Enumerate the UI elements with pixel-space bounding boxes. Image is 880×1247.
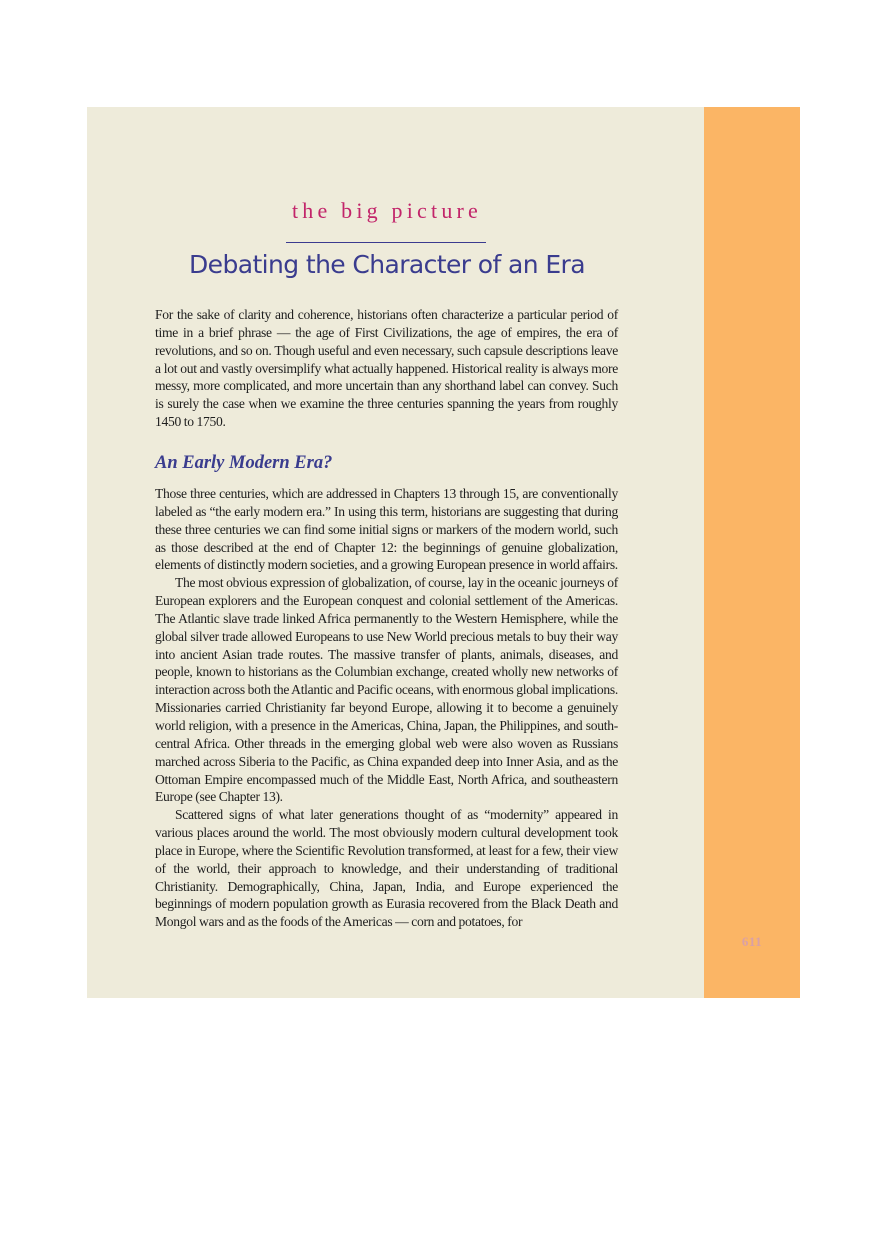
page-number: 611 bbox=[741, 934, 763, 949]
section-body bbox=[155, 485, 618, 931]
intro-paragraph: For the sake of clarity and coherence, historians often characterize a particular period of time in a brief phrase — the age of First Civilizations, the age of empires, the era of revolutions, and so on. Though useful and even necessary, such capsule descriptions leave a lot out and vastly oversimplify what actually happened. Historical reality is always more messy, more complicated, and more uncertain than any shorthand label can convey. Such is surely the case when we examine the three centuries spanning the years from roughly 1450 to 1750. bbox=[155, 307, 618, 430]
body-paragraph: Scattered signs of what later generations thought of as “modernity” appeared in various places around the world. The most obviously modern cultural development took place in Europe, where the Scientific Revolution transformed, at least for a few, their view of the world, their approach to knowledge, and their understanding of traditional Christianity. Demographically, China, Japan, India, and Europe experienced the beginnings of modern population growth as Eurasia recovered from the Black Death and Mongol wars and as the foods of the Americas — corn and potatoes, for bbox=[155, 807, 618, 930]
section-heading: An Early Modern Era? bbox=[155, 453, 333, 473]
section-kicker: the big picture bbox=[291, 198, 483, 223]
orange-side-bar bbox=[704, 107, 800, 998]
intro-text bbox=[155, 306, 618, 431]
page-title: Debating the Character of an Era bbox=[189, 250, 585, 279]
body-paragraph: Those three centuries, which are addressed in Chapters 13 through 15, are conventionally labeled as “the early modern era.” In using this term, historians are suggesting that during these three centuries we can find some initial signs or markers of the modern world, such as those described at the end of Chapter 12: the beginnings of genuine globalization, elements of distinctly modern societies, and a growing European presence in world affairs. bbox=[155, 486, 618, 573]
body-paragraph: The most obvious expression of globalization, of course, lay in the oceanic journeys of European explorers and the European conquest and colonial settlement of the Americas. The Atlantic slave trade linked Africa permanently to the Western Hemisphere, while the global silver trade allowed Europeans to use New World precious metals to buy their way into ancient Asian trade routes. The massive transfer of plants, animals, diseases, and people, known to historians as the Columbian exchange, created wholly new networks of interaction across both the Atlantic and Pacific oceans, with enormous global implications. Missionaries carried Christianity far beyond Europe, allowing it to become a genuinely world religion, with a presence in the Americas, China, Japan, the Philippines, and south-central Africa. Other threads in the emerging global web were also woven as Russians marched across Siberia to the Pacific, as China expanded deep into Inner Asia, and as the Ottoman Empire encompassed much of the Middle East, North Africa, and southeastern Europe (see Chapter 13). bbox=[155, 575, 618, 805]
title-divider bbox=[286, 242, 486, 243]
